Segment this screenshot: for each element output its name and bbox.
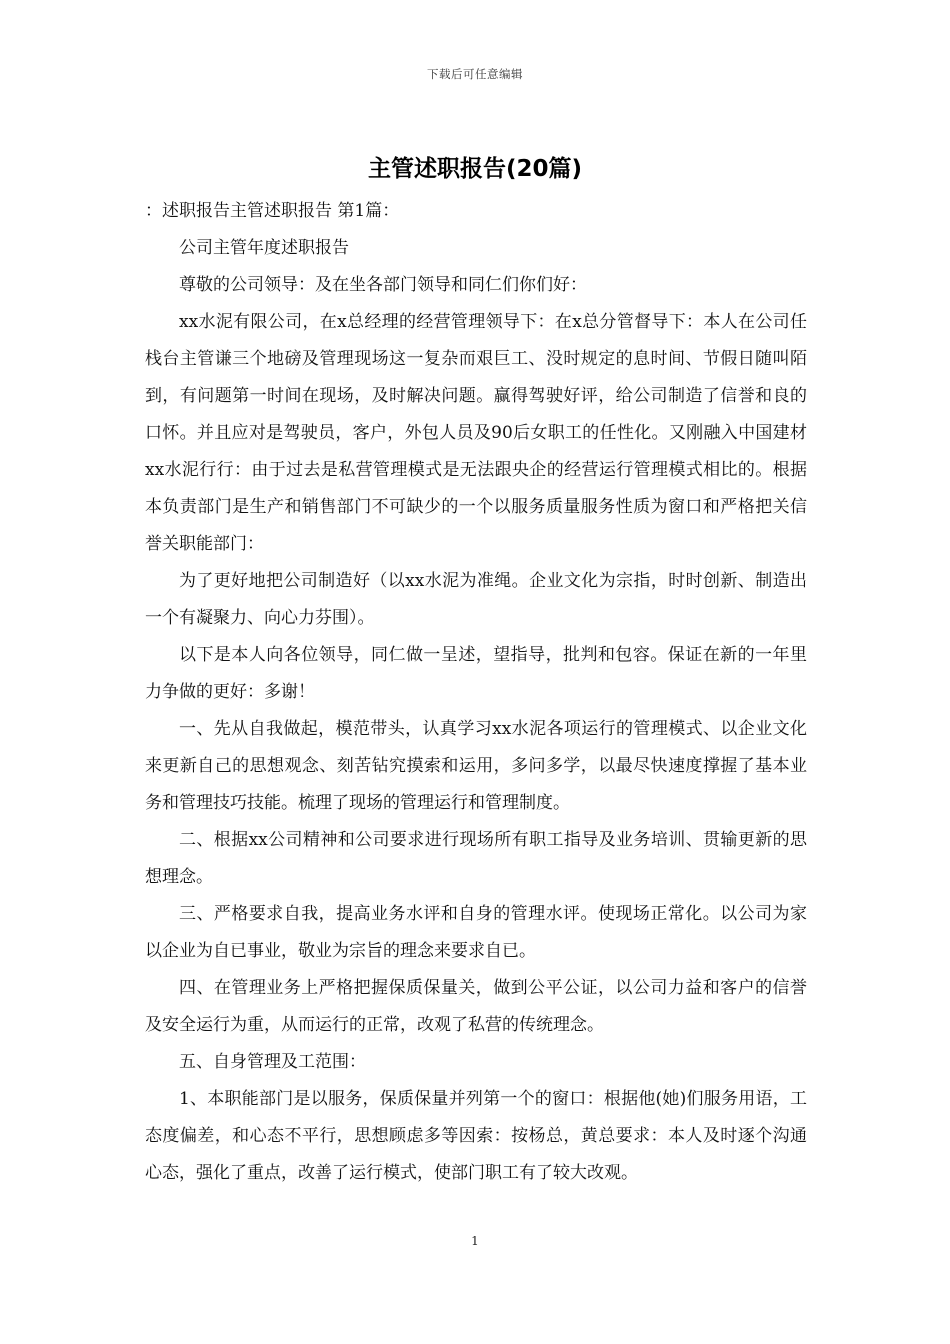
- paragraph: 1、本职能部门是以服务，保质保量并列第一个的窗口：根据他(她)们服务用语，工态度偏差，和心态不平行，思想顾虑多等因索：按杨总，黄总要求：本人及时逐个沟通心态，强化了重点，改善了运行模式，使部门职工有了较大改观。: [145, 1089, 807, 1183]
- paragraph: 四、在管理业务上严格把握保质保量关，做到公平公证，以公司力益和客户的信誉及安全运行为重，从而运行的正常，改观了私营的传统理念。: [145, 978, 807, 1035]
- paragraph: xx水泥有限公司，在x总经理的经营管理领导下：在x总分管督导下：本人在公司任栈台主管谦三个地磅及管理现场这一复杂而艰巨工、没时规定的息时间、节假日随叫陌到，有问题第一时间在现场，及时解决问题。赢得驾驶好评，给公司制造了信誉和良的口怀。并且应对是驾驶员，客户，外包人员及90后女职工的任性化。又刚融入中国建材xx水泥行行：由于过去是私营管理模式是无法跟央企的经营运行管理模式相比的。根据本负责部门是生产和销售部门不可缺少的一个以服务质量服务性质为窗口和严格把关信誉关职能部门：: [145, 312, 807, 554]
- paragraph: 二、根据xx公司精神和公司要求进行现场所有职工指导及业务培训、贯输更新的思想理念。: [145, 830, 807, 887]
- paragraph: 尊敬的公司领导：及在坐各部门领导和同仁们你们好：: [179, 275, 587, 295]
- paragraph: 一、先从自我做起，模范带头，认真学习xx水泥各项运行的管理模式、以企业文化来更新自己的思想观念、刻苦钻究摸索和运用，多问多学，以最尽快速度撑握了基本业务和管理技巧技能。梳理了现场的管理运行和管理制度。: [145, 719, 807, 813]
- paragraph: 为了更好地把公司制造好（以xx水泥为准绳。企业文化为宗指，时时创新、制造出一个有凝聚力、向心力芬围）。: [145, 571, 807, 628]
- paragraph: 三、严格要求自我，提高业务水评和自身的管理水评。使现场正常化。以公司为家以企业为自已事业，敬业为宗旨的理念来要求自已。: [145, 904, 807, 961]
- paragraph: 五、自身管理及工范围：: [179, 1052, 366, 1072]
- document-title: 主管述职报告(20篇): [367, 156, 583, 182]
- header-note: 下载后可任意编辑: [427, 67, 523, 81]
- intro-line: ：述职报告主管述职报告 第1篇：: [145, 201, 400, 221]
- paragraph: 以下是本人向各位领导，同仁做一呈述，望指导，批判和包容。保证在新的一年里力争做的更好：多谢！: [145, 645, 807, 702]
- paragraph: 公司主管年度述职报告: [179, 238, 349, 258]
- page-number: 1: [471, 1234, 479, 1248]
- document-body: [145, 193, 807, 1192]
